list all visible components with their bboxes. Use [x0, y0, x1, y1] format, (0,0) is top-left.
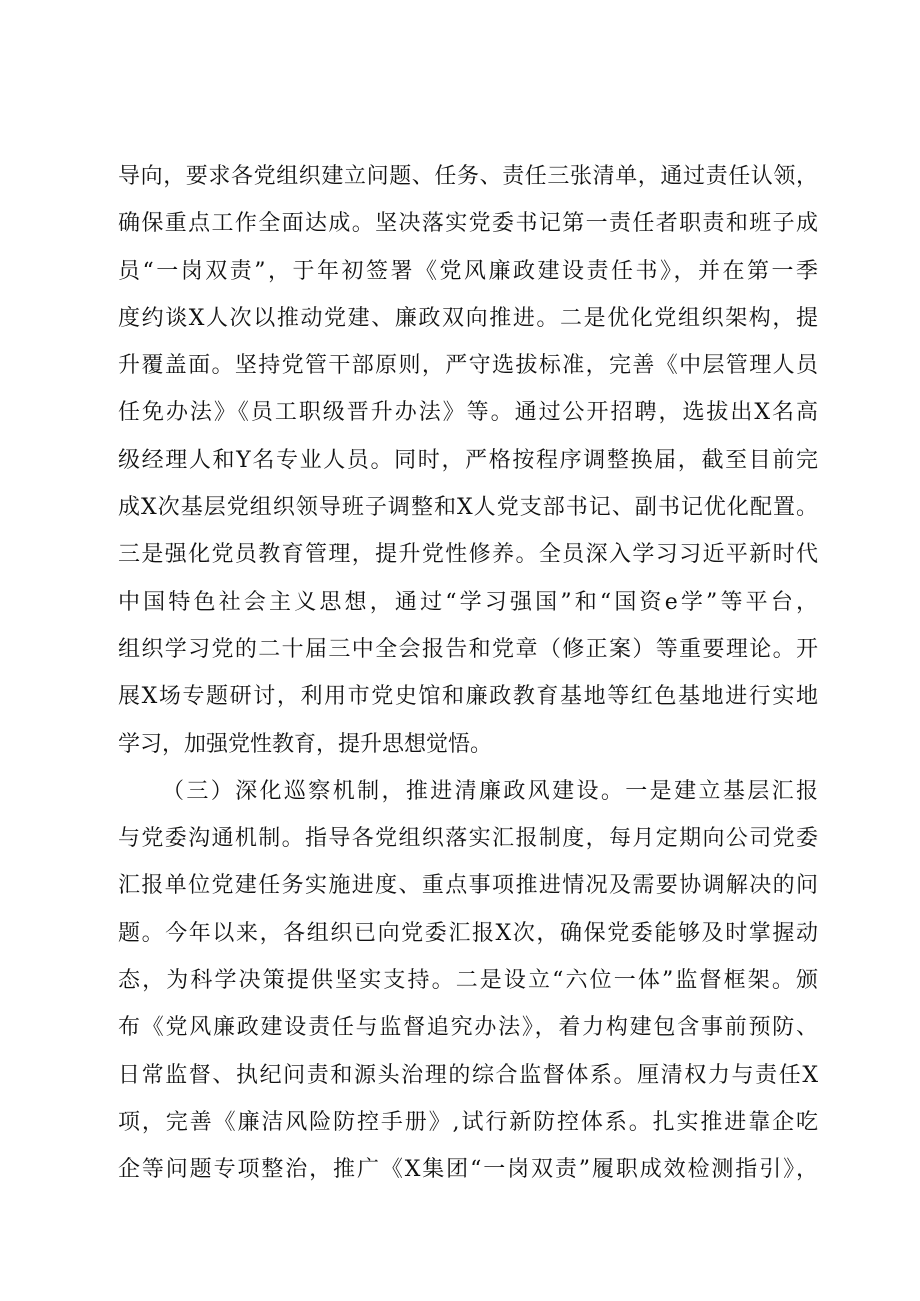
text-line: 学习，加强党性教育，提升思想觉悟。: [118, 731, 493, 757]
text-line: 度约谈X人次以推动党建、廉政双向推进。二是优化党组织架构，提: [118, 305, 818, 331]
text-line: 展X场专题研讨，利用市党史馆和廉政教育基地等红色基地进行实地: [118, 684, 818, 710]
text-line: 员“一岗双责”，于年初签署《党风廉政建设责任书》，并在第一季: [118, 258, 818, 284]
text-line: 布《党风廉政建设责任与监督追究办法》，着力构建包含事前预防、: [118, 1015, 818, 1041]
text-line: 导向，要求各党组织建立问题、任务、责任三张清单，通过责任认领，: [118, 164, 818, 189]
text-line: 态，为科学决策提供坚实支持。二是设立“六位一体”监督框架。颁: [118, 968, 818, 994]
text-line: 升覆盖面。坚持党管干部原则，严守选拔标准，完善《中层管理人员: [118, 353, 818, 379]
text-line: 与党委沟通机制。指导各党组织落实汇报制度，每月定期向公司党委: [118, 826, 818, 852]
text-line: 成X次基层党组织领导班子调整和X人党支部书记、副书记优化配置。: [118, 495, 818, 521]
text-line: 三是强化党员教育管理，提升党性修养。全员深入学习习近平新时代: [118, 542, 818, 568]
text-line: 确保重点工作全面达成。坚决落实党委书记第一责任者职责和班子成: [118, 211, 818, 237]
text-line: 项，完善《廉洁风险防控手册》,试行新防控体系。扎实推进靠企吃: [118, 1109, 818, 1135]
text-line: 汇报单位党建任务实施进度、重点事项推进情况及需要协调解决的问: [118, 873, 818, 899]
text-line: 中国特色社会主义思想，通过“学习强国”和“国资e学”等平台，: [118, 589, 818, 615]
text-line: 企等问题专项整治，推广《X集团“一岗双责”履职成效检测指引》，: [118, 1157, 818, 1183]
text-line: 题。今年以来，各组织已向党委汇报X次，确保党委能够及时掌握动: [118, 920, 818, 946]
body-text: [118, 153, 818, 1194]
text-line: 组织学习党的二十届三中全会报告和党章（修正案）等重要理论。开: [118, 636, 818, 662]
text-line: 任免办法》《员工职级晋升办法》等。通过公开招聘，选拔出X名高: [118, 400, 818, 426]
text-line: 日常监督、执纪问责和源头治理的综合监督体系。厘清权力与责任X: [118, 1062, 818, 1088]
text-line: 级经理人和Y名专业人员。同时，严格按程序调整换届，截至目前完: [118, 447, 818, 473]
paragraph-heading-line: （三）深化巡察机制，推进清廉政风建设。一是建立基层汇报: [162, 778, 818, 804]
